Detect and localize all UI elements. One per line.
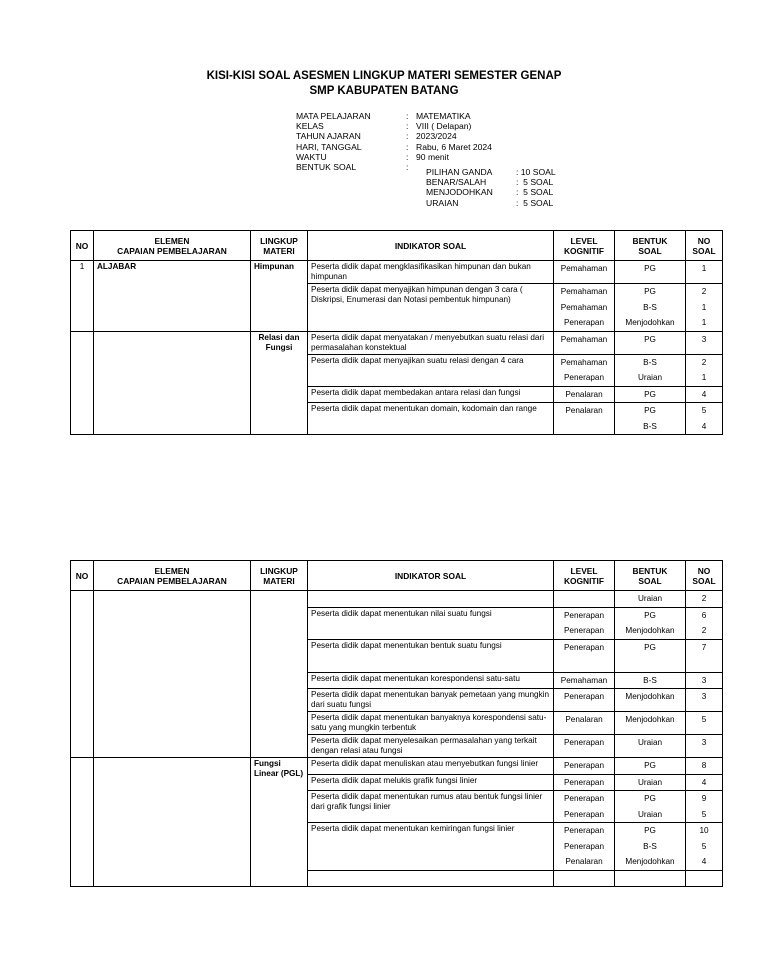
header-no: NO [71,231,94,261]
cell-indikator: Peserta didik dapat menentukan korespondensi satu-satu [308,672,554,689]
cell-nosoal-value: 1 [701,302,707,312]
bentuk-soal-row [426,187,556,197]
header-level-line1: LEVEL [570,235,598,246]
header-lingkup-line2: MATERI [263,245,295,256]
cell-level-value: Pemahaman [560,334,608,344]
table-kisi-1 [70,230,723,435]
meta-colon: : [406,111,409,121]
cell-bentuk-value: PG [644,761,656,770]
cell-elemen [94,758,251,887]
cell-level-value: Penerapan [563,826,605,835]
header-bentuk-line1: BENTUK [632,565,668,576]
header-level [554,561,615,591]
bentuk-soal-type: PILIHAN GANDA [426,167,493,177]
cell-nosoal-value: 8 [701,761,707,770]
cell-nosoal [686,607,723,639]
cell-nosoal [686,386,723,403]
cell-indikator: Peserta didik dapat menyelesaikan permasalahan yang terkait dengan relasi atau fungsi [308,735,554,758]
cell-bentuk-value: PG [644,406,656,415]
cell-nosoal-value: 10 [699,826,709,835]
table-row [71,591,723,608]
cell-bentuk [615,712,686,735]
cell-level-value: Penerapan [563,610,605,620]
cell-bentuk-value: Menjodohkan [625,626,675,635]
cell-bentuk-value: PG [644,826,656,835]
cell-level [554,870,615,887]
cell-level [554,774,615,791]
cell-nosoal-value: 2 [701,357,707,367]
cell-level-value: Penerapan [563,318,605,327]
cell-indikator: Peserta didik dapat menentukan domain, kodomain dan range [308,403,554,435]
header-elemen [94,561,251,591]
meta-key: TAHUN AJARAN [296,131,361,142]
meta-row [296,152,492,162]
bentuk-soal-type: URAIAN [426,197,459,208]
cell-nosoal [686,354,723,386]
cell-bentuk-value: B-S [643,421,657,431]
header-row [71,561,723,591]
header-level-line2: KOGNITIF [563,245,604,256]
cell-nosoal [686,672,723,689]
header-bentuk-line2: SOAL [638,245,662,256]
cell-nosoal [686,284,723,332]
header-level-line2: KOGNITIF [563,575,604,586]
cell-indikator [308,870,554,887]
cell-level [554,261,615,284]
cell-level-value: Penalaran [565,389,603,399]
cell-bentuk-value: PG [644,610,656,620]
meta-key: MATA PELAJARAN [296,111,371,121]
cell-level-value [554,591,614,607]
cell-nosoal-value: 4 [701,857,707,866]
cell-nosoal-value: 3 [701,738,707,747]
cell-bentuk [615,672,686,689]
cell-nosoal [686,331,723,354]
cell-nosoal [686,591,723,608]
cell-nosoal-value: 1 [701,373,707,382]
cell-nosoal-value: 2 [701,626,707,635]
header-lingkup-line2: MATERI [263,575,295,586]
header-bentuk-line1: BENTUK [632,235,668,246]
cell-nosoal-value: 7 [701,642,707,652]
meta-colon: : [406,162,409,173]
cell-nosoal [686,791,723,823]
cell-bentuk-value: Uraian [637,809,663,819]
cell-bentuk [615,639,686,672]
header-lingkup-line1: LINGKUP [260,235,298,246]
cell-lingkup: Himpunan [251,261,308,332]
bentuk-soal-row [426,198,556,208]
cell-bentuk [615,607,686,639]
cell-bentuk-value: Uraian [637,373,663,382]
cell-bentuk [615,331,686,354]
meta-key: HARI, TANGGAL [296,141,362,152]
cell-bentuk [615,386,686,403]
cell-nosoal [686,689,723,712]
cell-bentuk [615,791,686,823]
cell-nosoal-value: 5 [701,809,707,819]
cell-nosoal-value: 1 [701,318,707,327]
cell-no [71,758,94,887]
cell-nosoal [686,774,723,791]
cell-bentuk-value: PG [644,642,656,652]
cell-indikator: Peserta didik dapat menyajikan suatu relasi dengan 4 cara [308,354,554,386]
cell-elemen [94,591,251,758]
cell-bentuk-value: PG [644,389,656,399]
cell-level-value: Penerapan [563,809,605,819]
header-nosoal-line1: NO [697,565,711,576]
cell-indikator: Peserta didik dapat menentukan bentuk suatu fungsi [308,639,554,672]
cell-bentuk-value: Menjodohkan [625,318,675,327]
cell-level-value: Penalaran [565,715,603,724]
header-lingkup [251,231,308,261]
cell-no [71,591,94,758]
header-indikator: INDIKATOR SOAL [308,561,554,591]
cell-indikator: Peserta didik dapat menentukan banyak pemetaan yang mungkin dari suatu fungsi [308,689,554,712]
cell-nosoal [686,870,723,887]
cell-bentuk-value: PG [644,334,656,344]
meta-colon: : [406,131,409,142]
cell-bentuk [615,758,686,775]
cell-level [554,735,615,758]
cell-nosoal [686,639,723,672]
cell-indikator: Peserta didik dapat melukis grafik fungsi linier [308,774,554,791]
cell-level-value: Penerapan [563,841,605,851]
cell-level [554,791,615,823]
cell-nosoal-value: 4 [701,777,707,787]
cell-nosoal-value: 3 [701,675,707,685]
cell-level-value: Penalaran [565,406,603,415]
cell-bentuk [615,403,686,435]
cell-bentuk [615,354,686,386]
cell-bentuk [615,870,686,887]
cell-indikator: Peserta didik dapat menentukan banyaknya korespondensi satu-satu yang mungkin terbentuk [308,712,554,735]
cell-nosoal-value: 3 [701,334,707,344]
cell-nosoal-value: 9 [701,794,707,803]
meta-colon: : [406,141,409,152]
cell-bentuk [615,735,686,758]
cell-nosoal-value: 2 [701,594,707,603]
cell-level-value [554,419,614,435]
meta-row [296,142,492,152]
header-nosoal-line2: SOAL [692,245,716,256]
cell-nosoal [686,735,723,758]
header-nosoal-line2: SOAL [692,575,716,586]
header-elemen-line1: ELEMEN [154,235,190,246]
bentuk-soal-row [426,167,556,177]
cell-level-value: Penerapan [563,373,605,382]
cell-nosoal-value: 1 [701,264,707,273]
cell-level-value: Pemahaman [560,357,608,367]
header-row [71,231,723,261]
cell-level [554,672,615,689]
cell-indikator: Peserta didik dapat menentukan rumus atau bentuk fungsi linier dari grafik fungsi linier [308,791,554,823]
cell-level-value: Pemahaman [560,287,608,296]
cell-bentuk [615,689,686,712]
header-nosoal [686,561,723,591]
cell-level [554,591,615,608]
cell-lingkup [251,591,308,758]
cell-bentuk-value: B-S [643,675,657,685]
cell-bentuk-value: PG [644,794,656,803]
header-level-line1: LEVEL [570,565,598,576]
table-row [71,261,723,284]
bentuk-soal-type: BENAR/SALAH [426,177,487,188]
header-elemen-line2: CAPAIAN PEMBELAJARAN [117,245,227,256]
cell-indikator: Peserta didik dapat menuliskan atau menyebutkan fungsi linier [308,758,554,775]
cell-level-value: Pemahaman [560,302,608,312]
meta-colon: : [406,121,409,132]
header-bentuk [615,561,686,591]
cell-level-value: Penerapan [563,761,605,770]
cell-nosoal [686,712,723,735]
meta-value: Rabu, 6 Maret 2024 [416,141,492,152]
table-row [71,758,723,775]
cell-bentuk [615,774,686,791]
cell-nosoal [686,823,723,871]
cell-level [554,758,615,775]
cell-level [554,331,615,354]
cell-level-value [554,871,614,887]
meta-row [296,131,492,141]
cell-nosoal-value: 5 [701,406,707,415]
header-nosoal-line1: NO [697,235,711,246]
cell-indikator: Peserta didik dapat menentukan kemiringan fungsi linier [308,823,554,871]
cell-indikator: Peserta didik dapat menyatakan / menyebutkan suatu relasi dari permasalahan konstektual [308,331,554,354]
bentuk-soal-block [426,167,556,208]
bentuk-soal-count: : 10 SOAL [516,167,556,177]
header-bentuk [615,231,686,261]
meta-value: VIII ( Delapan) [416,121,472,132]
cell-level-value: Pemahaman [560,264,608,273]
cell-level [554,823,615,871]
doc-subtitle: SMP KABUPATEN BATANG [309,85,459,97]
meta-value: MATEMATIKA [416,111,471,121]
table-kisi-2 [70,560,723,887]
cell-level-value: Penerapan [563,794,605,803]
cell-elemen [94,331,251,435]
cell-nosoal [686,403,723,435]
cell-level [554,689,615,712]
bentuk-soal-type: MENJODOHKAN [426,187,493,198]
header-nosoal [686,231,723,261]
header-elemen-line1: ELEMEN [154,565,190,576]
cell-nosoal-value: 4 [701,389,707,399]
cell-bentuk-value: PG [644,287,656,296]
cell-indikator: Peserta didik dapat menentukan nilai suatu fungsi [308,607,554,639]
cell-nosoal [686,758,723,775]
cell-nosoal-value: 3 [701,692,707,701]
meta-colon: : [406,151,409,162]
bentuk-soal-row [426,177,556,187]
cell-level [554,712,615,735]
cell-level-value: Pemahaman [560,675,608,685]
cell-level [554,354,615,386]
cell-nosoal-value: 6 [701,610,707,620]
cell-bentuk [615,591,686,608]
bentuk-soal-count: : 5 SOAL [516,197,554,208]
header-elemen-line2: CAPAIAN PEMBELAJARAN [117,575,227,586]
cell-bentuk-value: Menjodohkan [625,692,675,701]
cell-no: 1 [71,261,94,332]
bentuk-soal-count: : 5 SOAL [516,187,554,198]
cell-level [554,403,615,435]
cell-indikator: Peserta didik dapat membedakan antara relasi dan fungsi [308,386,554,403]
cell-nosoal-value: 5 [701,841,707,851]
cell-level-value: Penerapan [563,692,605,701]
cell-lingkup: Fungsi Linear (PGL) [251,758,308,887]
cell-bentuk [615,823,686,871]
cell-level-value: Penerapan [563,626,605,635]
cell-bentuk-value: Uraian [637,738,663,747]
cell-level-value: Penerapan [563,777,605,787]
cell-nosoal [686,261,723,284]
header-level [554,231,615,261]
meta-value: 2023/2024 [416,131,457,142]
meta-row [296,111,492,121]
cell-level-value: Penalaran [565,857,603,866]
header-elemen [94,231,251,261]
cell-bentuk-value: Menjodohkan [625,715,675,724]
meta-key: BENTUK SOAL [296,162,357,173]
cell-bentuk [615,284,686,332]
cell-lingkup: Relasi dan Fungsi [251,331,308,435]
cell-level [554,639,615,672]
cell-indikator [308,591,554,608]
cell-nosoal-value: 2 [701,287,707,296]
bentuk-soal-count: : 5 SOAL [516,177,554,188]
cell-level-value: Penerapan [563,642,605,652]
header-indikator: INDIKATOR SOAL [308,231,554,261]
cell-bentuk-value: Uraian [637,777,663,787]
cell-elemen: ALJABAR [94,261,251,332]
header-no: NO [71,561,94,591]
cell-bentuk-value: B-S [643,357,657,367]
cell-bentuk-value: Menjodohkan [625,857,675,866]
cell-nosoal-value: 4 [701,421,707,431]
cell-bentuk-value: B-S [643,841,657,851]
cell-indikator: Peserta didik dapat mengklasifikasikan himpunan dan bukan himpunan [308,261,554,284]
cell-bentuk-value: PG [644,264,656,273]
cell-bentuk [615,261,686,284]
cell-bentuk-value: B-S [643,302,657,312]
cell-nosoal-value: 5 [701,715,707,724]
cell-level [554,607,615,639]
cell-bentuk-value [615,871,685,887]
header-lingkup [251,561,308,591]
cell-level [554,284,615,332]
doc-title: KISI-KISI SOAL ASESMEN LINGKUP MATERI SEMESTER GENAP [206,70,562,82]
header-bentuk-line2: SOAL [638,575,662,586]
table-row [71,331,723,354]
cell-level [554,386,615,403]
cell-indikator: Peserta didik dapat menyajikan himpunan dengan 3 cara ( Diskripsi, Enumerasi dan Notasi pembentuk himpunan) [308,284,554,332]
cell-level-value: Penerapan [563,738,605,747]
meta-block [296,111,492,172]
header-lingkup-line1: LINGKUP [260,565,298,576]
cell-bentuk-value: Uraian [637,594,663,603]
cell-nosoal-value [686,871,722,887]
meta-row [296,121,492,131]
meta-key: KELAS [296,121,324,132]
cell-no [71,331,94,435]
meta-key: WAKTU [296,151,327,162]
meta-value: 90 menit [416,151,449,162]
